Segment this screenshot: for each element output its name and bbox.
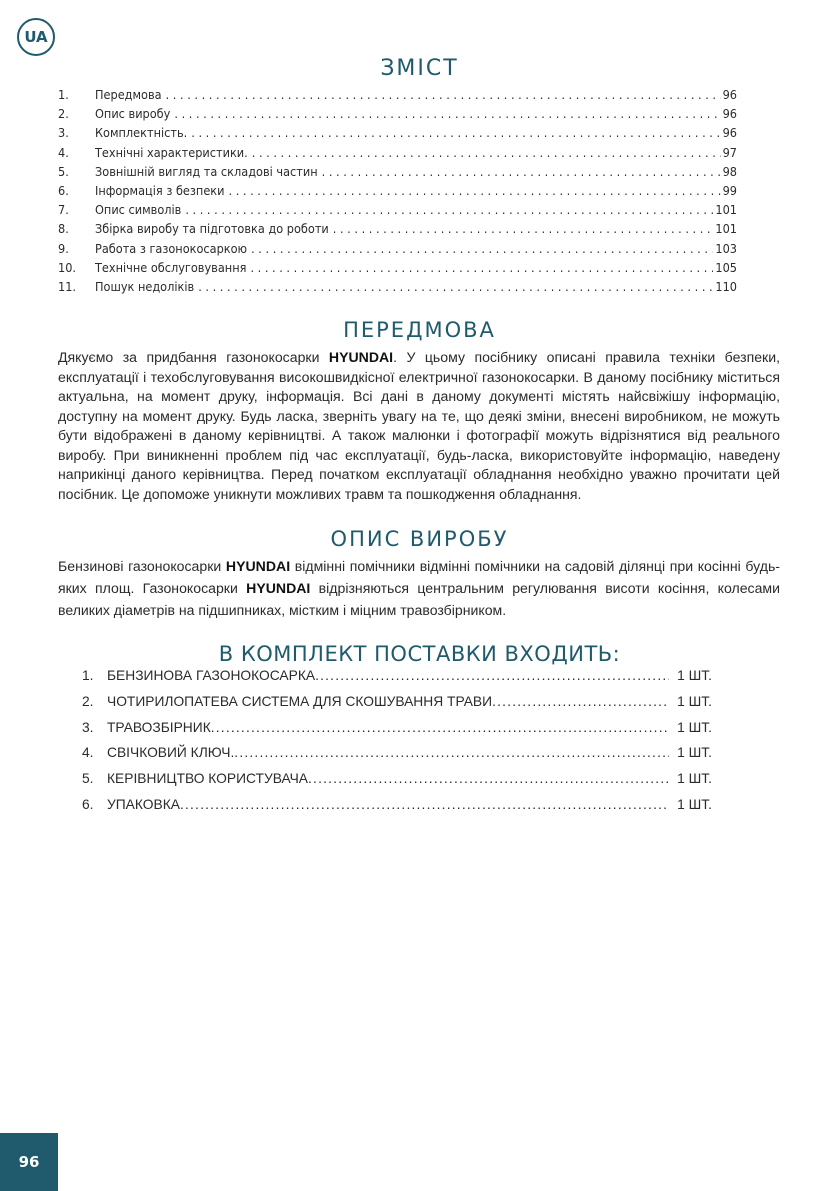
kit-item: 5. КЕРІВНИЦТВО КОРИСТУВАЧА ..... 1 ШТ. [82, 771, 712, 797]
foreword-heading: ПЕРЕДМОВА [343, 318, 496, 342]
language-badge: UA [17, 18, 55, 56]
brand-name: HYUNDAI [328, 349, 394, 365]
foreword-text: Дякуємо за придбання газонокосарки HYUNDAI. У цьому посібнику описані правила техніки безпеки, експлуатації і техобслуговування високошвидкісної електричної газонокосарки. В даному посібнику міститься актуальна, на момент друку, інформація. Всі дані в даному документі містять найсвіжішу інформацію, доступну на момент друку. Будь ласка, зверніть увагу на те, що деякі зміни, внесені виробником, не можуть бути відображені в даному керівництві. А також малюнки і фотографії можуть відрізнятися від реального виробу. При виникненні проблем під час експлуатації, будь-ласка, використовуйте інформацію, наведену наприкінці даного керівництва. Перед початком експлуатації обладнання необхідно уважно прочитати цей посібник. Це допоможе уникнути можливих травм та пошкодження обладнання. [58, 349, 780, 502]
description-heading: ОПИС ВИРОБУ [330, 527, 509, 551]
toc-item[interactable]: 5. Зовнішній вигляд та складові частин . . . 98 [58, 164, 737, 183]
toc-item[interactable]: 6. Інформація з безпеки . . . 99 [58, 183, 737, 202]
toc-item[interactable]: 10. Технічне обслуговування . . . 105 [58, 260, 737, 279]
toc-item[interactable]: 7. Опис символів . . . 101 [58, 202, 737, 221]
kit-list [82, 668, 712, 823]
toc-item[interactable]: 2. Опис виробу . . . 96 [58, 106, 737, 125]
toc-item[interactable]: 3. Комплектність. . . . 96 [58, 125, 737, 144]
page-number: 96 [0, 1133, 58, 1191]
toc-item[interactable]: 4. Технічні характеристики. . . . 97 [58, 145, 737, 164]
toc-item[interactable]: 1. Передмова . . . 96 [58, 87, 737, 106]
kit-item: 3. ТРАВОЗБІРНИК ..... 1 ШТ. [82, 720, 712, 746]
toc-item[interactable]: 8. Збірка виробу та підготовка до роботи . . . 101 [58, 221, 737, 240]
brand-name: HYUNDAI [246, 580, 311, 596]
description-text: Бензинові газонокосарки HYUNDAI відмінні помічники відмінні помічники на садовій ділянці при косінні будь-яких площ. Газонокосарки HYUNDAI відрізняються центральним регулювання висоти косіння, колесами великих діаметрів на підшипниках, містким і міцним травозбірником. [58, 558, 780, 618]
toc-item[interactable]: 9. Работа з газонокосаркою . . . 103 [58, 241, 737, 260]
toc-heading: ЗМІСТ [380, 56, 459, 81]
kit-item: 2. ЧОТИРИЛОПАТЕВА СИСТЕМА ДЛЯ СКОШУВАННЯ ТРАВИ ..... 1 ШТ. [82, 694, 712, 720]
toc-item[interactable]: 11. Пошук недоліків . . . 110 [58, 279, 737, 298]
kit-item: 4. СВІЧКОВИЙ КЛЮЧ. ..... 1 ШТ. [82, 745, 712, 771]
table-of-contents [58, 87, 737, 298]
brand-name: HYUNDAI [225, 558, 291, 574]
kit-item: 1. БЕНЗИНОВА ГАЗОНОКОСАРКА ..... 1 ШТ. [82, 668, 712, 694]
kit-heading: В КОМПЛЕКТ ПОСТАВКИ ВХОДИТЬ: [218, 642, 621, 666]
kit-item: 6. УПАКОВКА ..... 1 ШТ. [82, 797, 712, 823]
